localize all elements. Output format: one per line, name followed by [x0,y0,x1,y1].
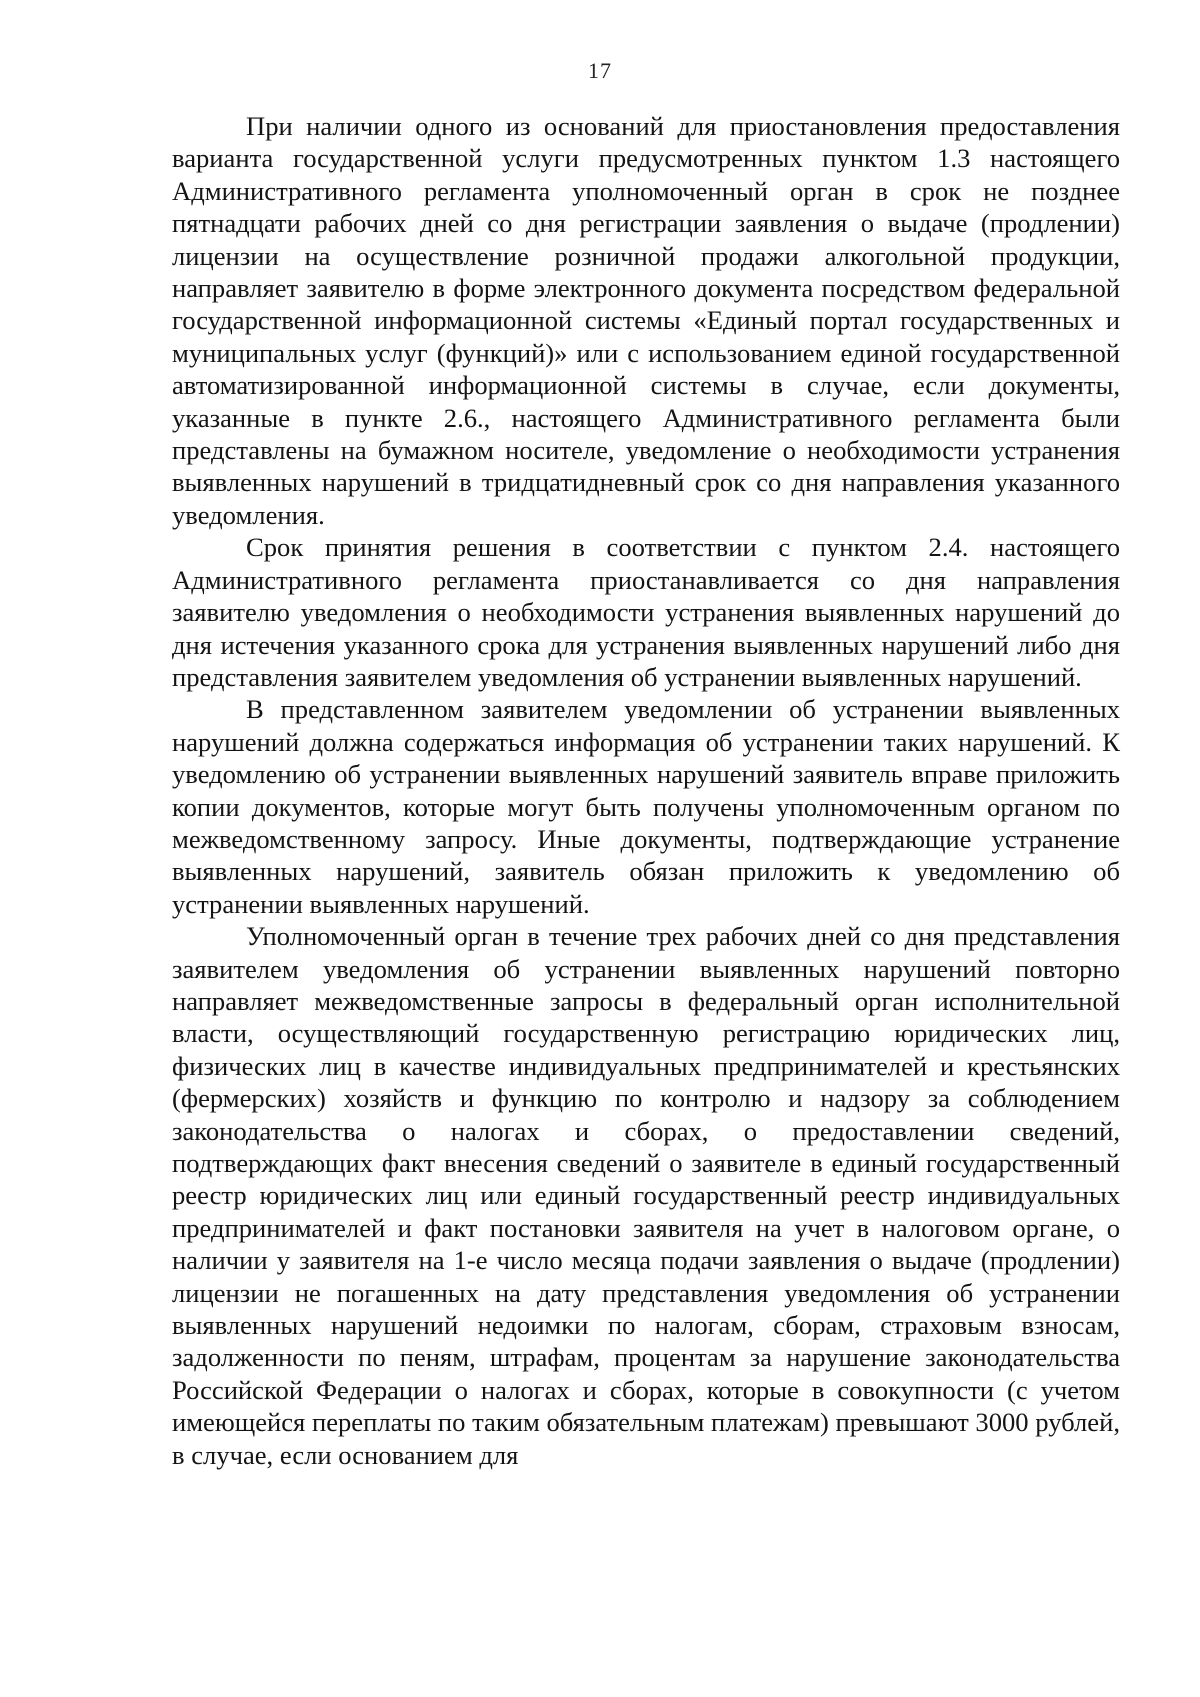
paragraph-suspension-notice: При наличии одного из оснований для приостановления предоставления варианта государственной услуги предусмотренных пунктом 1.3 настоящего Административного регламента уполномоченный орган в срок не позднее пятнадцати рабочих дней со дня регистрации заявления о выдаче (продлении) лицензии на осуществление розничной продажи алкогольной продукции, направляет заявителю в форме электронного документа посредством федеральной государственной информационной системы «Единый портал государственных и муниципальных услуг (функций)» или с использованием единой государственной автоматизированной информационной системы в случае, если документы, указанные в пункте 2.6., настоящего Административного регламента были представлены на бумажном носителе, уведомление о необходимости устранения выявленных нарушений в тридцатидневный срок со дня направления указанного уведомления. [172,111,1120,530]
document-body [172,110,1120,1471]
page-number: 17 [588,58,612,83]
paragraph-interagency-requests: Уполномоченный орган в течение трех рабочих дней со дня представления заявителем уведомления об устранении выявленных нарушений повторно направляет межведомственные запросы в федеральный орган исполнительной власти, осуществляющий государственную регистрацию юридических лиц, физических лиц в качестве индивидуальных предпринимателей и крестьянских (фермерских) хозяйств и функцию по контролю и надзору за соблюдением законодательства о налогах и сборах, о предоставлении сведений, подтверждающих факт внесения сведений о заявителе в единый государственный реестр юридических лиц или единый государственный реестр индивидуальных предпринимателей и факт постановки заявителя на учет в налоговом органе, о наличии у заявителя на 1-е число месяца подачи заявления о выдаче (продлении) лицензии не погашенных на дату представления уведомления об устранении выявленных нарушений недоимки по налогам, сборам, страховым взносам, задолженности по пеням, штрафам, процентам за нарушение законодательства Российской Федерации о налогах и сборах, которые в совокупности (с учетом имеющейся переплаты по таким обязательным платежам) превышают 3000 рублей, в случае, если основанием для [172,921,1120,1470]
paragraph-decision-deadline: Срок принятия решения в соответствии с пунктом 2.4. настоящего Административного регламента приостанавливается со дня направления заявителю уведомления о необходимости устранения выявленных нарушений до дня истечения указанного срока для устранения выявленных нарушений либо дня представления заявителем уведомления об устранении выявленных нарушений. [172,532,1120,692]
paragraph-elimination-notice: В представленном заявителем уведомлении об устранении выявленных нарушений должна содержаться информация об устранении таких нарушений. К уведомлению об устранении выявленных нарушений заявитель вправе приложить копии документов, которые могут быть получены уполномоченным органом по межведомственному запросу. Иные документы, подтверждающие устранение выявленных нарушений, заявитель обязан приложить к уведомлению об устранении выявленных нарушений. [172,694,1120,919]
